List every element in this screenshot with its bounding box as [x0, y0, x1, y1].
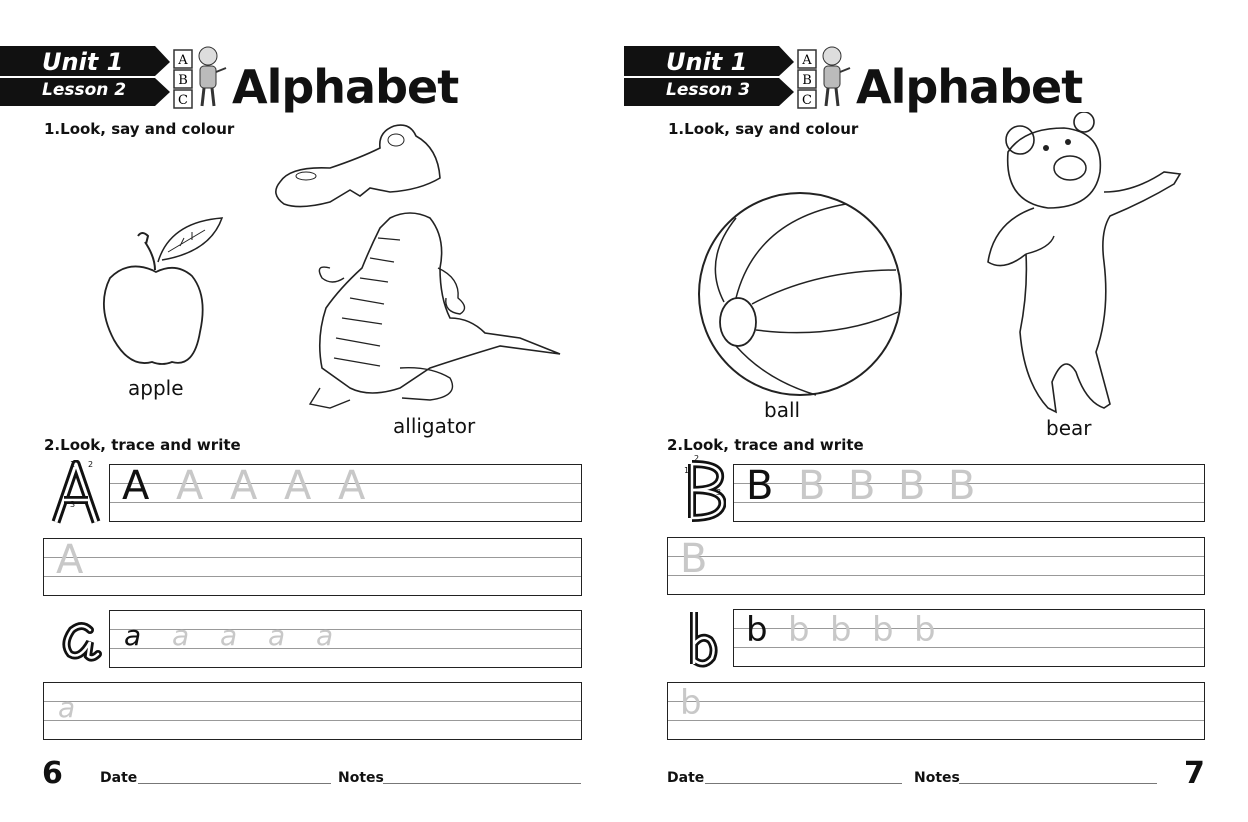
date-label: Date — [667, 770, 705, 786]
trace-letter-dotted: B — [798, 463, 826, 509]
block-letter-a: A — [802, 53, 812, 68]
block-letter-a: A — [178, 53, 188, 68]
writing-row-uppercase-trace[interactable] — [733, 464, 1205, 522]
notes-label: Notes — [914, 770, 960, 786]
instruction-trace-write: 2.Look, trace and write — [667, 436, 864, 454]
stroke-number: 3 — [716, 488, 722, 497]
trace-letter-dotted: B — [848, 463, 876, 509]
unit-label: Unit 1 — [666, 48, 748, 76]
stroke-number: 2 — [694, 454, 700, 463]
trace-letter-solid: B — [746, 463, 774, 509]
trace-letter-solid: a — [124, 619, 142, 652]
block-letter-c: C — [178, 93, 188, 108]
page-title: Alphabet — [232, 60, 459, 114]
picture-label-alligator: alligator — [393, 414, 476, 438]
model-letter-lowercase-b — [688, 608, 718, 668]
trace-letter-dotted: A — [56, 537, 84, 583]
trace-letter-dotted: b — [680, 683, 702, 723]
abc-blocks-icon — [172, 42, 228, 114]
notes-field[interactable] — [383, 783, 581, 784]
trace-letter-dotted: b — [872, 610, 894, 650]
unit-banner — [0, 46, 170, 106]
trace-letter-dotted: a — [316, 619, 334, 652]
instruction-look-say-colour: 1.Look, say and colour — [668, 120, 859, 138]
notes-field[interactable] — [959, 783, 1157, 784]
instruction-trace-write: 2.Look, trace and write — [44, 436, 241, 454]
picture-label-ball: ball — [764, 398, 801, 422]
apple-icon — [100, 212, 230, 372]
trace-letter-dotted: b — [914, 610, 936, 650]
block-letter-c: C — [802, 93, 812, 108]
trace-letter-dotted: A — [284, 463, 312, 509]
trace-letter-dotted: B — [898, 463, 926, 509]
ball-icon — [696, 190, 904, 400]
block-letter-b: B — [178, 73, 188, 88]
instruction-look-say-colour: 1.Look, say and colour — [44, 120, 235, 138]
lesson-label: Lesson 2 — [42, 80, 127, 100]
lesson-label: Lesson 3 — [666, 80, 751, 100]
notes-label: Notes — [338, 770, 384, 786]
trace-letter-dotted: b — [788, 610, 810, 650]
writing-row-lowercase-practice[interactable] — [43, 682, 582, 740]
trace-letter-dotted: a — [268, 619, 286, 652]
page-number: 7 — [1184, 756, 1205, 791]
trace-letter-dotted: A — [338, 463, 366, 509]
writing-row-uppercase-practice[interactable] — [667, 537, 1205, 595]
bear-icon — [964, 112, 1194, 422]
model-letter-uppercase-a — [50, 460, 102, 526]
writing-row-lowercase-trace[interactable] — [109, 610, 582, 668]
trace-letter-dotted: A — [230, 463, 258, 509]
stroke-number: 1 — [684, 466, 690, 475]
picture-label-apple: apple — [128, 376, 184, 400]
page-number: 6 — [42, 756, 63, 791]
trace-letter-dotted: B — [948, 463, 976, 509]
trace-letter-dotted: a — [172, 619, 190, 652]
trace-letter-dotted: a — [220, 619, 238, 652]
alligator-icon — [270, 118, 570, 418]
unit-banner — [624, 46, 794, 106]
date-field[interactable] — [705, 783, 902, 784]
trace-letter-dotted: A — [176, 463, 204, 509]
block-letter-b: B — [802, 73, 812, 88]
unit-label: Unit 1 — [42, 48, 124, 76]
trace-letter-dotted: a — [58, 691, 76, 724]
trace-letter-dotted: b — [830, 610, 852, 650]
writing-row-lowercase-trace[interactable] — [733, 609, 1205, 667]
stroke-number: 3 — [70, 500, 76, 509]
trace-letter-solid: A — [122, 463, 150, 509]
writing-row-uppercase-practice[interactable] — [43, 538, 582, 596]
trace-letter-solid: b — [746, 610, 768, 650]
stroke-number: 1 — [70, 460, 76, 469]
stroke-number: 2 — [88, 460, 94, 469]
writing-row-lowercase-practice[interactable] — [667, 682, 1205, 740]
date-field[interactable] — [138, 783, 331, 784]
picture-label-bear: bear — [1046, 416, 1092, 440]
model-letter-lowercase-a — [60, 618, 104, 662]
page-title: Alphabet — [856, 60, 1083, 114]
abc-blocks-icon — [796, 42, 852, 114]
date-label: Date — [100, 770, 138, 786]
trace-letter-dotted: B — [680, 536, 708, 582]
right-page — [624, 0, 1248, 822]
writing-row-uppercase-trace[interactable] — [109, 464, 582, 522]
